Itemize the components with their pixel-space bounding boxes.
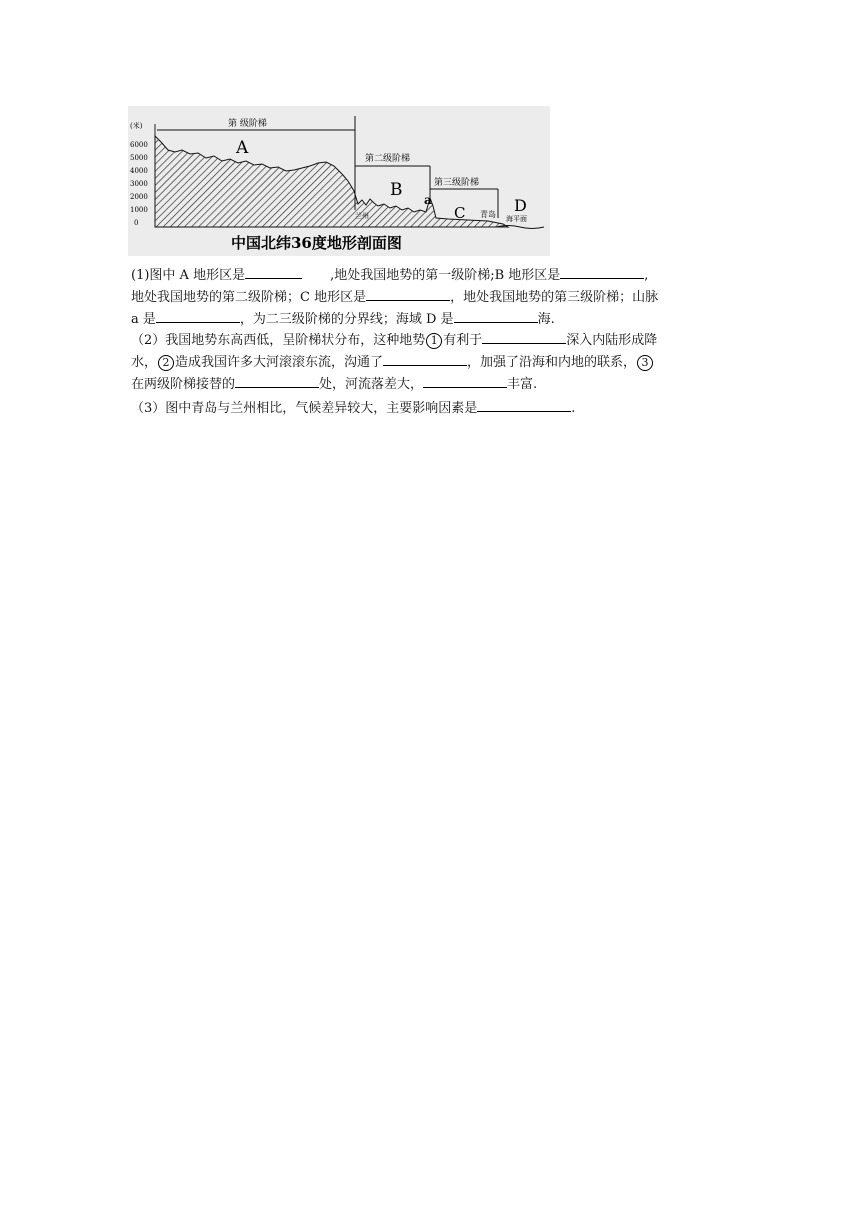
y-unit: (米) (130, 122, 143, 130)
y-tick-5000: 5000 (130, 154, 148, 162)
q1-text-5: ，地处我国地势的第三级阶梯；山脉 (450, 290, 659, 305)
question-1-line-1 (131, 264, 731, 286)
q2-text-1: （2）我国地势东高西低，呈阶梯状分布，这种地势 (131, 333, 426, 348)
terrain-profile-figure (128, 106, 550, 256)
question-3-line-1 (131, 397, 731, 419)
q1-text-1: (1)图中 A 地形区是 (131, 268, 246, 283)
y-tick-2000: 2000 (130, 193, 148, 201)
circled-number-2: 2 (158, 355, 174, 371)
circled-number-1: 1 (426, 333, 442, 349)
y-tick-0: 0 (134, 219, 139, 227)
q1-text-4: 地处我国地势的第二级阶梯；C 地形区是 (131, 290, 367, 305)
q2-text-7: 在两级阶梯接替的 (131, 377, 236, 392)
label-B: B (390, 180, 403, 200)
question-2 (131, 329, 731, 395)
blank-q1-e[interactable] (454, 308, 538, 323)
q2-text-9: 丰富. (507, 377, 538, 392)
q2-text-8: 处，河流落差大， (319, 377, 424, 392)
blank-q1-d[interactable] (156, 308, 240, 323)
q1-text-3: , (644, 268, 649, 283)
q1-text-2: ,地处我国地势的第一级阶梯;B 地形区是 (330, 268, 561, 283)
y-tick-3000: 3000 (130, 180, 148, 188)
question-2-line-2 (131, 351, 731, 373)
q1-text-6: a 是 (131, 312, 156, 327)
label-a: a (424, 193, 432, 207)
q2-text-3: 深入内陆形成降 (566, 333, 658, 348)
y-tick-6000: 6000 (130, 141, 148, 149)
y-tick-1000: 1000 (130, 206, 148, 214)
q3-text-2: . (571, 401, 576, 416)
step1-label: 第 级阶梯 (228, 119, 267, 129)
q2-text-4: 水， (131, 355, 158, 370)
figure-caption: 中国北纬36度地形剖面图 (231, 234, 402, 252)
blank-q1-c[interactable] (366, 286, 450, 301)
question-2-line-3 (131, 373, 731, 395)
label-sea-level: 海平面 (506, 215, 527, 223)
q1-text-7: ，为二三级阶梯的分界线；海域 D 是 (239, 312, 454, 327)
blank-q1-b[interactable] (560, 264, 644, 279)
blank-q2-b[interactable] (383, 351, 467, 366)
label-A: A (236, 138, 249, 158)
y-tick-4000: 4000 (130, 167, 148, 175)
question-1 (131, 264, 731, 330)
q3-text-1: （3）图中青岛与兰州相比，气候差异较大，主要影响因素是 (131, 401, 478, 416)
blank-q2-c[interactable] (235, 373, 319, 388)
label-C: C (454, 204, 466, 222)
label-qingdao: 青岛 (480, 210, 496, 219)
question-1-line-2 (131, 286, 731, 308)
label-D: D (514, 196, 527, 215)
terrain-profile-svg (128, 106, 550, 256)
question-2-line-1 (131, 329, 731, 351)
blank-q2-a[interactable] (482, 329, 566, 344)
q2-text-6: ，加强了沿海和内地的联系， (467, 355, 637, 370)
step3-label: 第三级阶梯 (434, 178, 480, 188)
question-3 (131, 397, 731, 419)
q1-text-8: 海. (537, 312, 555, 327)
circled-number-3: 3 (637, 355, 653, 371)
blank-q1-a[interactable] (245, 264, 302, 279)
question-1-line-3 (131, 308, 731, 330)
blank-q3-a[interactable] (477, 397, 571, 412)
label-lanzhou: 兰州 (355, 212, 369, 220)
blank-q2-d[interactable] (423, 373, 507, 388)
q2-text-2: 有利于 (443, 333, 483, 348)
step2-label: 第二级阶梯 (365, 154, 411, 164)
q2-text-5: 造成我国许多大河滚滚东流，沟通了 (175, 355, 384, 370)
